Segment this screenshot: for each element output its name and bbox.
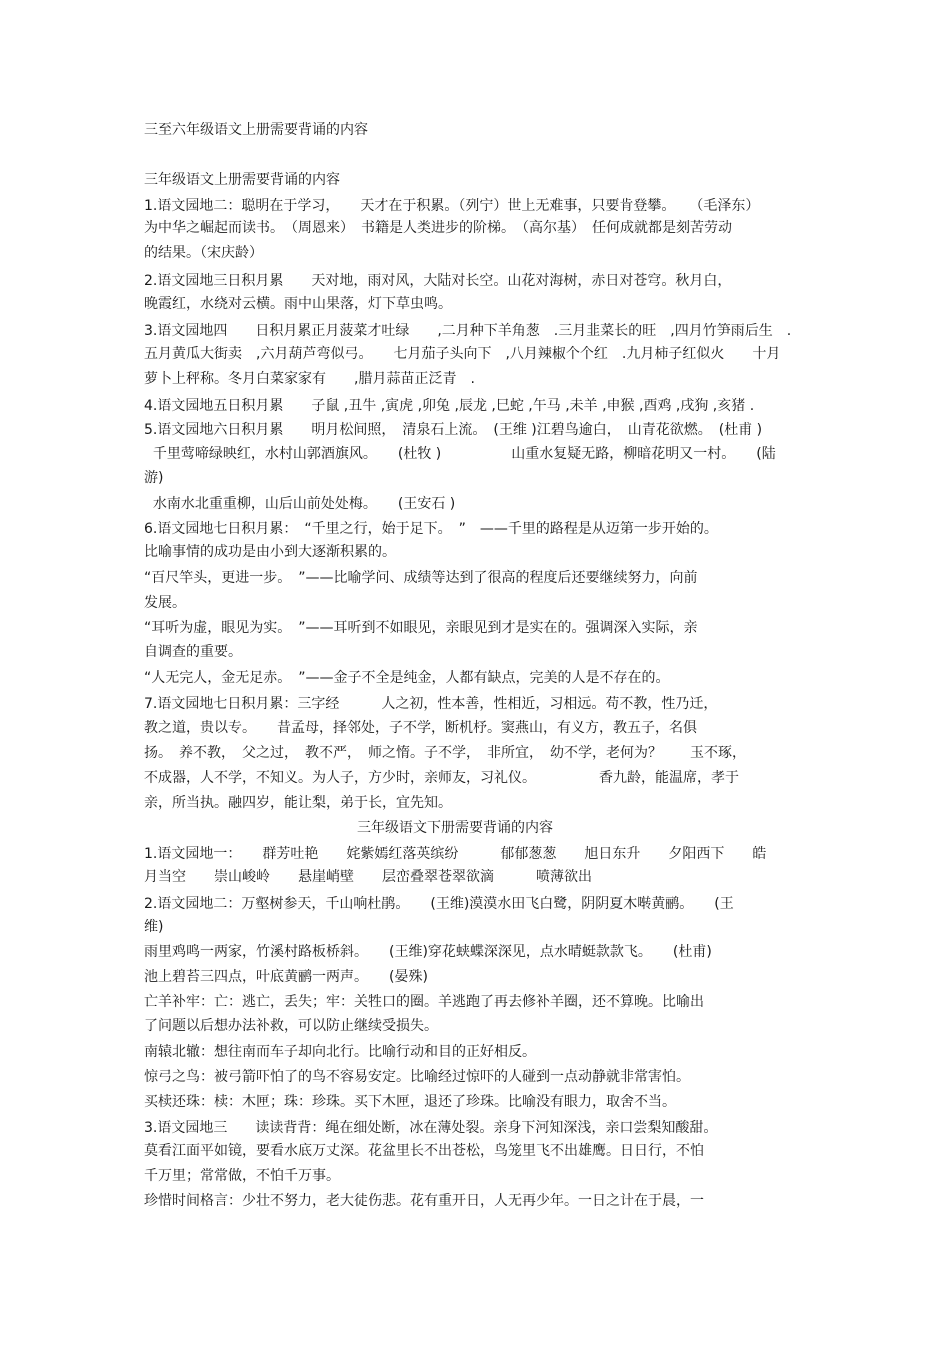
text-line: 月当空 崇山峻岭 悬崖峭壁 层峦叠翠苍翠欲滴 喷薄欲出 <box>144 869 592 885</box>
text-line: 游) <box>144 470 164 486</box>
text-line: 不成器，人不学，不知义。为人子，方少时，亲师友，习礼仪。 香九龄，能温席，孝于 <box>144 770 739 786</box>
text-line: 萝卜上秤称。冬月白菜家家有 ,腊月蒜苗正泛青 . <box>144 371 475 387</box>
text-line: 千里莺啼绿映红，水村山郭酒旗风。 (杜牧 ) 山重水复疑无路，柳暗花明又一村。 (陆 <box>144 446 776 462</box>
text-line: 5.语文园地六日积月累 明月松间照， 清泉石上流。 (王维 )江碧鸟逾白， 山青花欲燃。 (杜甫 ) <box>144 422 763 438</box>
text-line: “百尺竿头，更进一步。 ”——比喻学问、成绩等达到了很高的程度后还要继续努力，向前 <box>144 570 698 586</box>
text-line: 莫看江面平如镜，要看水底万丈深。花盆里长不出苍松，鸟笼里飞不出雄鹰。日日行，不怕 <box>144 1143 704 1159</box>
text-line: 雨里鸡鸣一两家，竹溪村路板桥斜。 (王维)穿花蛱蝶深深见，点水晴蜓款款飞。 (杜甫) <box>144 944 712 960</box>
text-line: 3.语文园地三 读读背背：绳在细处断，冰在薄处裂。亲身下河知深浅，亲口尝梨知酸甜。 <box>144 1120 718 1136</box>
text-line: 惊弓之鸟：被弓箭吓怕了的鸟不容易安定。比喻经过惊吓的人碰到一点动静就非常害怕。 <box>144 1069 690 1085</box>
text-line: 为中华之崛起而读书。 （周恩来） 书籍是人类进步的阶梯。 （高尔基） 任何成就都是刻苦劳动 <box>144 220 732 236</box>
text-line: 亡羊补牢：亡：逃亡，丢失；牢：关牲口的圈。羊逃跑了再去修补羊圈，还不算晚。比喻出 <box>144 994 704 1010</box>
text-line: 1.语文园地二：聪明在于学习， 天才在于积累。（列宁）世上无难事，只要肯登攀。 （毛泽东） <box>144 198 760 214</box>
text-line: 4.语文园地五日积月累 子鼠 ,丑牛 ,寅虎 ,卯兔 ,辰龙 ,巳蛇 ,午马 ,未羊 ,申猴 ,酉鸡 ,戌狗 ,亥猪 . <box>144 398 755 414</box>
text-line: 买椟还珠：椟：木匣；珠：珍珠。买下木匣，退还了珍珠。比喻没有眼力，取舍不当。 <box>144 1094 676 1110</box>
text-line: 比喻事情的成功是由小到大逐渐积累的。 <box>144 544 396 560</box>
text-line: 珍惜时间格言：少壮不努力，老大徒伤悲。花有重开日，人无再少年。一日之计在于晨，一 <box>144 1193 704 1209</box>
text-line: 南辕北辙：想往南而车子却向北行。比喻行动和目的正好相反。 <box>144 1044 536 1060</box>
text-line: 了问题以后想办法补救，可以防止继续受损失。 <box>144 1018 438 1034</box>
text-line: 维) <box>144 919 164 935</box>
text-line: 教之道，贵以专。 昔孟母，择邻处，子不学，断机杼。窦燕山，有义方，教五子，名俱 <box>144 720 697 736</box>
text-line: 千万里；常常做，不怕千万事。 <box>144 1168 340 1184</box>
text-line: 6.语文园地七日积月累： “千里之行，始于足下。 ” ——千里的路程是从迈第一步开始的。 <box>144 521 718 537</box>
text-line: 自调查的重要。 <box>144 644 242 660</box>
text-line: 晚霞红，水绕对云横。雨中山果落，灯下草虫鸣。 <box>144 296 452 312</box>
text-line: 五月黄瓜大街卖 ,六月葫芦弯似弓。 七月茄子头向下 ,八月辣椒个个红 .九月柿子红似火 十月 <box>144 346 781 362</box>
text-line: 的结果。（宋庆龄） <box>144 245 263 261</box>
text-line: 扬。 养不教， 父之过， 教不严， 师之惰。子不学， 非所宜， 幼不学，老何为？ 玉不琢， <box>144 745 746 761</box>
text-line: 2.语文园地三日积月累 天对地，雨对风，大陆对长空。山花对海树，赤日对苍穹。秋月白， <box>144 273 732 289</box>
text-line: 池上碧苔三四点，叶底黄鹂一两声。 (晏殊) <box>144 969 428 985</box>
text-line: “耳听为虚，眼见为实。 ”——耳听到不如眼见，亲眼见到才是实在的。强调深入实际，亲 <box>144 620 698 636</box>
text-line: “人无完人，金无足赤。 ”——金子不全是纯金，人都有缺点，完美的人是不存在的。 <box>144 670 670 686</box>
section-heading-grade3-upper: 三年级语文上册需要背诵的内容 <box>144 172 340 188</box>
text-line: 水南水北重重柳，山后山前处处梅。 (王安石 ) <box>144 496 456 512</box>
text-line: 发展。 <box>144 595 186 611</box>
text-line: 亲，所当执。融四岁，能让梨，弟于长，宜先知。 <box>144 795 452 811</box>
document-title: 三至六年级语文上册需要背诵的内容 <box>144 122 368 138</box>
section-heading-grade3-lower: 三年级语文下册需要背诵的内容 <box>357 820 553 836</box>
text-line: 2.语文园地二：万壑树参天，千山响杜鹃。 (王维)漠漠水田飞白鹭，阴阴夏木啭黄鹂。 (王 <box>144 896 734 912</box>
text-line: 7.语文园地七日积月累：三字经 人之初，性本善，性相近，习相远。苟不教，性乃迁， <box>144 696 718 712</box>
text-line: 3.语文园地四 日积月累正月菠菜才吐绿 ,二月种下羊角葱 .三月韭菜长的旺 ,四月竹笋雨后生 . <box>144 323 792 339</box>
text-line: 1.语文园地一： 群芳吐艳 姹紫嫣红落英缤纷 郁郁葱葱 旭日东升 夕阳西下 皓 <box>144 846 767 862</box>
